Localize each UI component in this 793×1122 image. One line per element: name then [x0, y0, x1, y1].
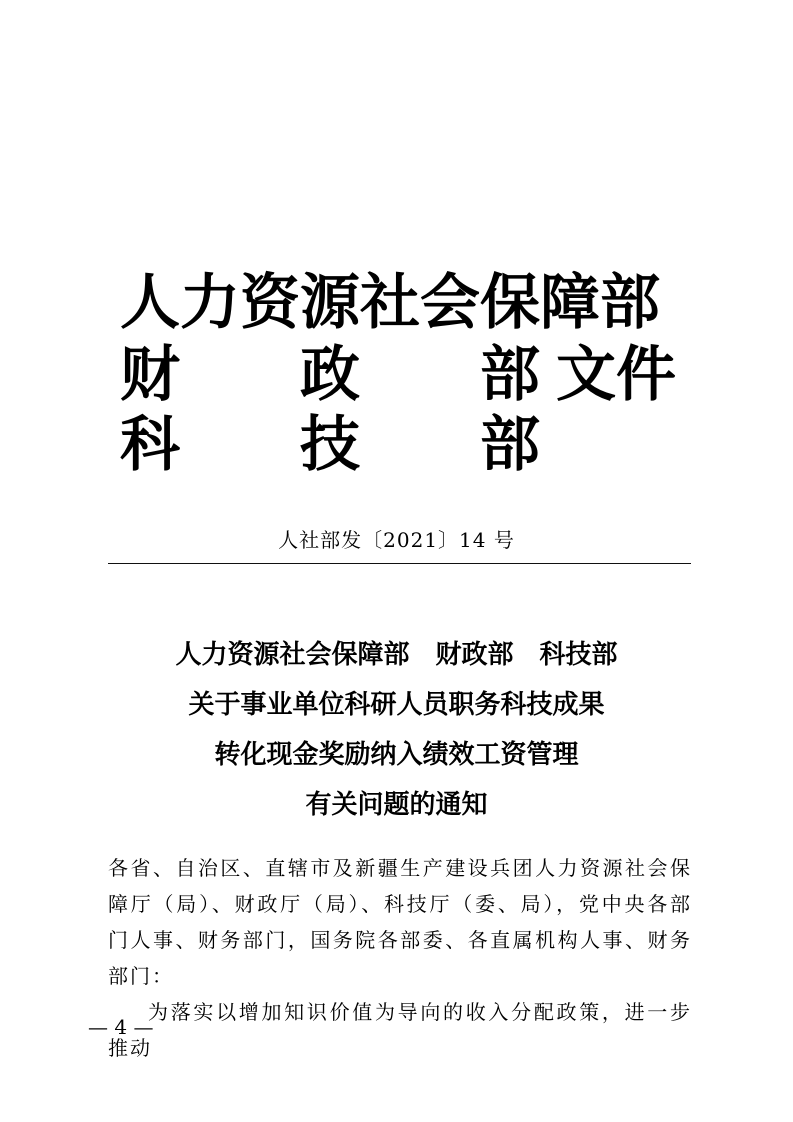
notice-title [0, 630, 793, 830]
title-line-4: 有关问题的通知 [305, 790, 488, 820]
addressee-paragraph: 各省、自治区、直辖市及新疆生产建设兵团人力资源社会保障厅（局）、财政厅（局）、科技厅（委、局），党中央各部门人事、财务部门，国务院各部委、各直属机构人事、财务部门： [108, 856, 692, 988]
title-line-3: 转化现金奖励纳入绩效工资管理 [214, 740, 579, 770]
title-line-1: 人力资源社会保障部 财政部 科技部 [175, 640, 618, 670]
ministry-finance-char-2: 政 [300, 340, 360, 410]
issuing-authorities-header [0, 0, 793, 480]
ministry-science-char-3: 部 [480, 410, 540, 480]
ministry-science-char-2: 技 [300, 410, 360, 480]
body-text [108, 850, 692, 1066]
header-row-3 [0, 410, 793, 480]
ministry-hrss-name: 人力资源社会保障部 [120, 268, 660, 338]
document-label: 文件 [556, 340, 676, 410]
header-row-2 [0, 340, 793, 410]
header-divider [108, 563, 691, 564]
title-line-2: 关于事业单位科研人员职务科技成果 [188, 690, 605, 720]
ministry-finance-char-3: 部 [480, 340, 540, 410]
header-row-1 [0, 268, 793, 338]
page-number: — 4 — [88, 1015, 154, 1039]
ministry-finance-char-1: 财 [120, 340, 180, 410]
ministry-science-char-1: 科 [120, 410, 180, 480]
body-paragraph-1: 为落实以增加知识价值为导向的收入分配政策，进一步推动 [108, 1000, 692, 1060]
document-number: 人社部发〔2021〕14 号 [278, 528, 515, 552]
